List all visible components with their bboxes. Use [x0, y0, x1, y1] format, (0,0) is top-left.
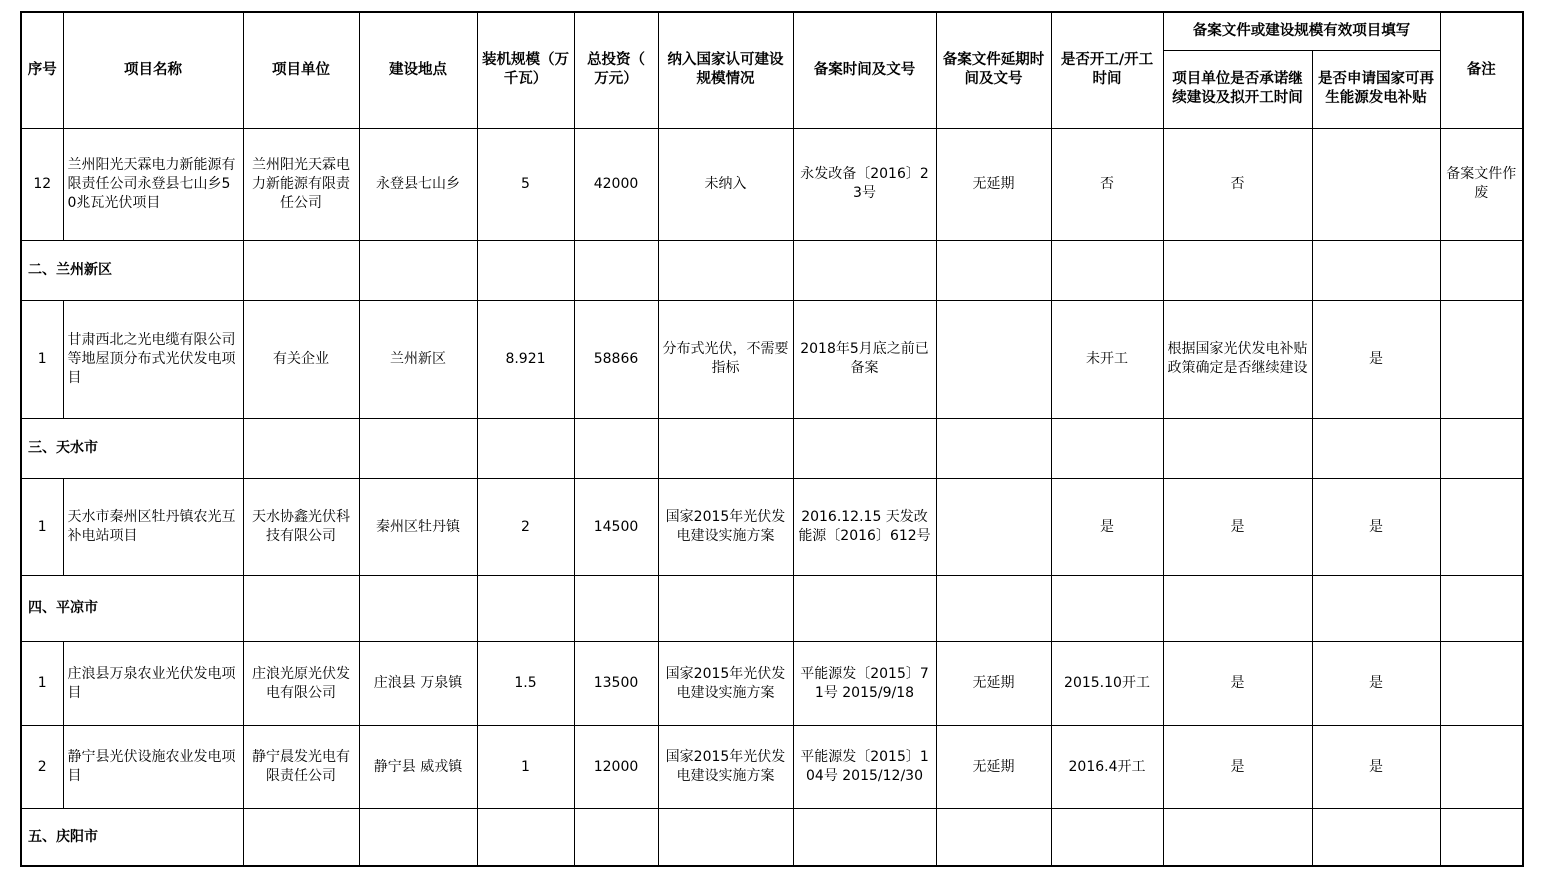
- header-location: 建设地点: [359, 12, 477, 128]
- row-filing: 平能源发〔2015〕104号 2015/12/30: [793, 726, 936, 809]
- row-project-unit: 静宁晨发光电有限责任公司: [243, 726, 359, 809]
- section-title: 四、平凉市: [21, 576, 243, 642]
- row-investment: 14500: [574, 479, 658, 576]
- empty-cell: [1440, 576, 1523, 642]
- empty-cell: [1440, 809, 1523, 866]
- header-national-scale: 纳入国家认可建设规模情况: [658, 12, 793, 128]
- row-subsidy: 是: [1312, 479, 1440, 576]
- row-seq: 1: [21, 479, 63, 576]
- empty-cell: [793, 240, 936, 300]
- row-capacity: 8.921: [477, 300, 574, 418]
- empty-cell: [658, 240, 793, 300]
- empty-cell: [574, 809, 658, 866]
- row-extension: 无延期: [936, 128, 1051, 240]
- empty-cell: [359, 418, 477, 478]
- row-promise: 根据国家光伏发电补贴政策确定是否继续建设: [1163, 300, 1312, 418]
- section-row: [21, 809, 1523, 866]
- row-location: 庄浪县 万泉镇: [359, 642, 477, 726]
- empty-cell: [574, 576, 658, 642]
- header-project-unit: 项目单位: [243, 12, 359, 128]
- row-extension: [936, 300, 1051, 418]
- row-seq: 1: [21, 300, 63, 418]
- table-row: [21, 128, 1523, 240]
- header-seq: 序号: [21, 12, 63, 128]
- row-started: 是: [1051, 479, 1163, 576]
- empty-cell: [1312, 418, 1440, 478]
- empty-cell: [1051, 418, 1163, 478]
- empty-cell: [793, 418, 936, 478]
- row-promise: 是: [1163, 479, 1312, 576]
- row-project-unit: 庄浪光原光伏发电有限公司: [243, 642, 359, 726]
- section-title: 五、庆阳市: [21, 809, 243, 866]
- row-filing: 2018年5月底之前已备案: [793, 300, 936, 418]
- row-seq: 2: [21, 726, 63, 809]
- header-extension: 备案文件延期时间及文号: [936, 12, 1051, 128]
- empty-cell: [1163, 809, 1312, 866]
- empty-cell: [574, 240, 658, 300]
- header-subsidy: 是否申请国家可再生能源发电补贴: [1312, 50, 1440, 128]
- row-filing: 平能源发〔2015〕71号 2015/9/18: [793, 642, 936, 726]
- empty-cell: [477, 418, 574, 478]
- row-filing: 永发改备〔2016〕23号: [793, 128, 936, 240]
- empty-cell: [243, 576, 359, 642]
- empty-cell: [574, 418, 658, 478]
- empty-cell: [1312, 809, 1440, 866]
- empty-cell: [477, 809, 574, 866]
- project-table: [20, 11, 1524, 867]
- row-started: 否: [1051, 128, 1163, 240]
- row-investment: 12000: [574, 726, 658, 809]
- table-row: [21, 642, 1523, 726]
- empty-cell: [936, 240, 1051, 300]
- empty-cell: [658, 576, 793, 642]
- row-project-unit: 天水协鑫光伏科技有限公司: [243, 479, 359, 576]
- row-project-name: 天水市秦州区牡丹镇农光互补电站项目: [63, 479, 243, 576]
- table-row: [21, 479, 1523, 576]
- row-national-scale: 国家2015年光伏发电建设实施方案: [658, 479, 793, 576]
- row-promise: 是: [1163, 642, 1312, 726]
- row-capacity: 1.5: [477, 642, 574, 726]
- empty-cell: [1051, 576, 1163, 642]
- empty-cell: [477, 576, 574, 642]
- row-remark: [1440, 479, 1523, 576]
- row-seq: 1: [21, 642, 63, 726]
- row-project-unit: 有关企业: [243, 300, 359, 418]
- empty-cell: [243, 418, 359, 478]
- section-title: 二、兰州新区: [21, 240, 243, 300]
- empty-cell: [1051, 809, 1163, 866]
- empty-cell: [1163, 418, 1312, 478]
- row-project-name: 庄浪县万泉农业光伏发电项目: [63, 642, 243, 726]
- empty-cell: [1051, 240, 1163, 300]
- header-started: 是否开工/开工时间: [1051, 12, 1163, 128]
- header-remark: 备注: [1440, 12, 1523, 128]
- row-national-scale: 国家2015年光伏发电建设实施方案: [658, 642, 793, 726]
- row-extension: 无延期: [936, 726, 1051, 809]
- row-capacity: 2: [477, 479, 574, 576]
- row-location: 永登县七山乡: [359, 128, 477, 240]
- row-subsidy: 是: [1312, 726, 1440, 809]
- row-location: 兰州新区: [359, 300, 477, 418]
- empty-cell: [359, 240, 477, 300]
- empty-cell: [359, 576, 477, 642]
- empty-cell: [658, 809, 793, 866]
- row-subsidy: 是: [1312, 642, 1440, 726]
- row-national-scale: 分布式光伏，不需要指标: [658, 300, 793, 418]
- header-investment: 总投资（ 万元）: [574, 12, 658, 128]
- empty-cell: [477, 240, 574, 300]
- section-title: 三、天水市: [21, 418, 243, 478]
- row-project-name: 兰州阳光天霖电力新能源有限责任公司永登县七山乡50兆瓦光伏项目: [63, 128, 243, 240]
- row-national-scale: 国家2015年光伏发电建设实施方案: [658, 726, 793, 809]
- row-national-scale: 未纳入: [658, 128, 793, 240]
- empty-cell: [936, 576, 1051, 642]
- row-project-unit: 兰州阳光天霖电力新能源有限责任公司: [243, 128, 359, 240]
- header-promise: 项目单位是否承诺继续建设及拟开工时间: [1163, 50, 1312, 128]
- empty-cell: [1440, 418, 1523, 478]
- section-row: [21, 576, 1523, 642]
- header-filing: 备案时间及文号: [793, 12, 936, 128]
- row-promise: 是: [1163, 726, 1312, 809]
- row-project-name: 静宁县光伏设施农业发电项目: [63, 726, 243, 809]
- row-investment: 58866: [574, 300, 658, 418]
- row-started: 2016.4开工: [1051, 726, 1163, 809]
- empty-cell: [243, 240, 359, 300]
- row-capacity: 5: [477, 128, 574, 240]
- row-investment: 13500: [574, 642, 658, 726]
- row-investment: 42000: [574, 128, 658, 240]
- header-project-name: 项目名称: [63, 12, 243, 128]
- empty-cell: [243, 809, 359, 866]
- row-subsidy: 是: [1312, 300, 1440, 418]
- empty-cell: [793, 576, 936, 642]
- header-capacity: 装机规模（万千瓦）: [477, 12, 574, 128]
- row-remark: 备案文件作废: [1440, 128, 1523, 240]
- row-remark: [1440, 726, 1523, 809]
- row-remark: [1440, 300, 1523, 418]
- row-promise: 否: [1163, 128, 1312, 240]
- empty-cell: [1312, 576, 1440, 642]
- row-extension: 无延期: [936, 642, 1051, 726]
- empty-cell: [1312, 240, 1440, 300]
- row-started: 2015.10开工: [1051, 642, 1163, 726]
- empty-cell: [1163, 576, 1312, 642]
- row-subsidy: [1312, 128, 1440, 240]
- section-row: [21, 418, 1523, 478]
- row-seq: 12: [21, 128, 63, 240]
- table-row: [21, 726, 1523, 809]
- empty-cell: [936, 418, 1051, 478]
- empty-cell: [359, 809, 477, 866]
- empty-cell: [793, 809, 936, 866]
- empty-cell: [1440, 240, 1523, 300]
- row-location: 秦州区牡丹镇: [359, 479, 477, 576]
- header-group: 备案文件或建设规模有效项目填写: [1163, 12, 1440, 50]
- empty-cell: [936, 809, 1051, 866]
- row-location: 静宁县 威戎镇: [359, 726, 477, 809]
- empty-cell: [658, 418, 793, 478]
- row-started: 未开工: [1051, 300, 1163, 418]
- table-row: [21, 300, 1523, 418]
- section-row: [21, 240, 1523, 300]
- row-remark: [1440, 642, 1523, 726]
- row-extension: [936, 479, 1051, 576]
- empty-cell: [1163, 240, 1312, 300]
- row-project-name: 甘肃西北之光电缆有限公司等地屋顶分布式光伏发电项目: [63, 300, 243, 418]
- row-filing: 2016.12.15 天发改能源〔2016〕612号: [793, 479, 936, 576]
- row-capacity: 1: [477, 726, 574, 809]
